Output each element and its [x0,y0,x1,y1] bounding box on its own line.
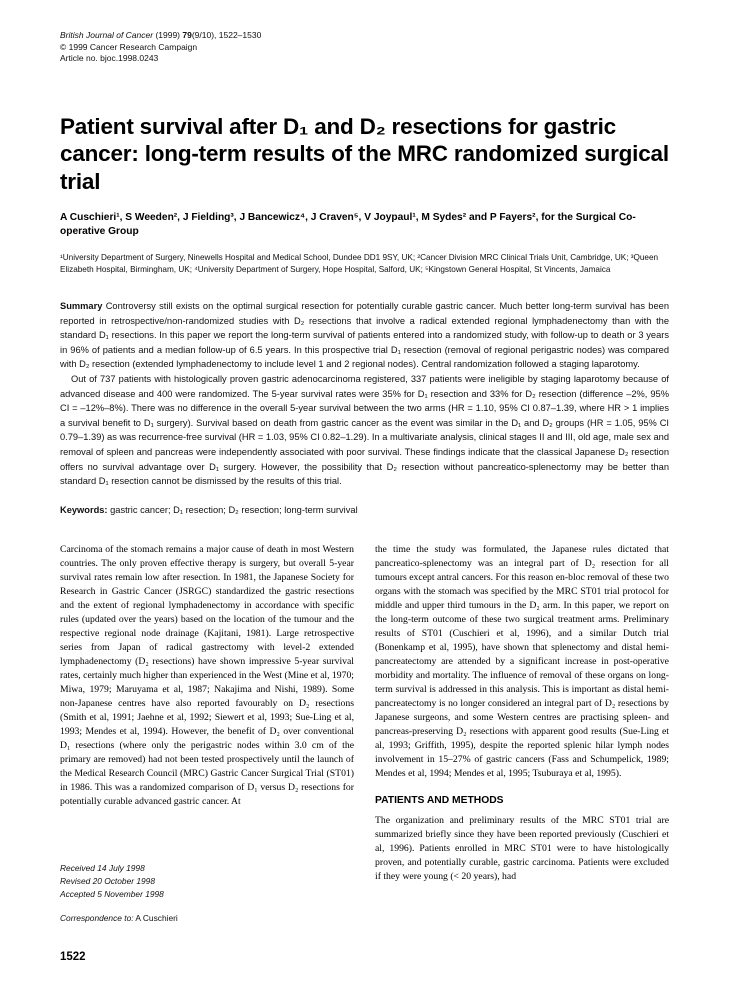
journal-name: British Journal of Cancer [60,30,154,40]
keywords-label: Keywords: [60,504,108,515]
section-heading-patients-and-methods: PATIENTS AND METHODS [375,794,504,806]
journal-issue-pages: (9/10), 1522–1530 [191,30,262,40]
journal-header [60,30,669,65]
left-column [60,543,354,925]
methods-paragraph: The organization and preliminary results of the MRC ST01 trial are summarized briefly since they have been reported previously (Cuschieri et al, 1996). Patients enrolled in MRC ST01 were to have histologically proven, and potentially curable, gastric carcinoma. Patients were excluded if they were young (< 20 years), had [375,814,669,882]
article-title: Patient survival after D₁ and D₂ resections for gastric cancer: long-term results of the MRC randomized surgical trial [60,113,669,194]
correspondence-name: A Cuschieri [133,912,178,923]
affiliations-line: ¹University Department of Surgery, Ninewells Hospital and Medical School, Dundee DD1 9SY, UK; ²Cancer Division MRC Clinical Trials Unit, Cambridge, UK; ³Queen Elizabeth Hospital, Birmingham, UK; ⁴University Department of Surgery, Hope Hospital, Salford, UK; ⁵Kingstown General Hospital, St Vincents, Jamaica [60,253,659,274]
summary-section [60,299,669,489]
copyright-line: © 1999 Cancer Research Campaign [60,41,198,52]
keywords-text: gastric cancer; D₁ resection; D₂ resection; long-term survival [107,504,358,515]
journal-volume: 79 [182,30,192,40]
intro-paragraph: Carcinoma of the stomach remains a major cause of death in most Western countries. The only proven effective therapy is surgery, but overall 5-year survival rates remain low after resection. In 1981, the Japanese Society for Research in Gastric Cancer (JSRGC) standardized the gastric resections and the extent of regional lymphadenectomy in accordance with specific rules (updated over the years) based on the location of the tumour and the respective regional node drainage (Kajitani, 1981). Large retrospective series from Japan of radical gastrectomy with level-2 extended lymphadenectomy (D₂ resections) have shown impressive 5-year survival rates, certainly much higher than experienced in the West (Mine et al, 1970; Miwa, 1979; Maruyama et al, 1987; Nakajima and Nishi, 1989). Some non-Japanese centres have also reported favourably on D₂ resections (Smith et al, 1991; Jaehne et al, 1992; Siewert et al, 1993; Sue-Ling et al, 1993; Mendes et al, 1994). However, the benefit of D₂ over conventional D₁ resections (where only the perigastric nodes within 3.0 cm of the primary are removed) had not been tested prospectively until the launch of the Medical Research Council (MRC) Gastric Cancer Surgical Trial (ST01) in 1986. This was a randomized comparison of D₁ versus D₂ resections for potentially curable advanced gastric cancer. At [60,543,354,807]
accepted-date: Accepted 5 November 1998 [60,888,164,899]
summary-label: Summary [60,301,103,311]
keywords-line [60,504,669,517]
correspondence-label: Correspondence to: [60,912,134,923]
right-column [375,543,669,925]
summary-text-1: Controversy still exists on the optimal surgical resection for potentially curable gastric cancer. Much better long-term survival has been reported in retrospective/non-randomized studies with D₂ resections that involve a radical extended regional lymphadenectomy than with the standard D₁ resections. In this paper we report the long-term survival of patients entered into a randomized study, with follow-up to death or 3 years in 96% of patients and a median follow-up of 6.5 years. In this prospective trial D₁ resection (removal of regional perigastric nodes) was compared with D₂ resection (extended lymphadenectomy to include level 1 and 2 regional nodes). Central randomization followed a staging laparotomy. [60,301,669,370]
body-columns [60,543,669,925]
journal-citation-line [60,30,669,42]
page-number: 1522 [60,951,86,963]
received-date: Received 14 July 1998 [60,862,145,873]
summary-paragraph-1 [60,299,669,372]
authors-line: A Cuschieri¹, S Weeden², J Fielding³, J Bancewicz⁴, J Craven⁵, V Joypaul¹, M Sydes² and P Fayers², for the Surgical Co-operative Group [60,212,636,237]
summary-paragraph-2: Out of 737 patients with histologically proven gastric adenocarcinoma registered, 337 patients were ineligible by staging laparotomy because of advanced disease and 400 were randomized. The 5-year survival rates were 35% for D₁ resection and 33% for D₂ resection (difference –2%, 95% CI = –12%–8%). There was no difference in the overall 5-year survival between the two arms (HR = 1.10, 95% CI 0.87–1.39, where HR > 1 implies a survival benefit to D₁ surgery). Survival based on death from gastric cancer as the event was similar in the D₁ and D₂ groups (HR = 1.05, 95% CI 0.79–1.39) as was recurrence-free survival (HR = 1.03, 95% CI 0.82–1.29). In a multivariate analysis, clinical stages II and III, old age, male sex and removal of spleen and pancreas were independently associated with poor survival. These findings indicate that the classical Japanese D₂ resection offers no survival advantage over D₁ surgery. However, the possibility that D₂ resection without pancreatico-splenectomy may be better than standard D₁ resection cannot be dismissed by the results of this trial. [60,373,669,487]
correspondence-line [60,912,354,925]
intro-paragraph-continued: the time the study was formulated, the Japanese rules dictated that pancreatico-splenectomy was an integral part of D₂ resection for all tumours except antral cancers. For this reason en-bloc removal of these two organs with the stomach was specified by the MRC ST01 trial protocol for middle and upper third tumours in the D₂ arm. In this paper, we report on the long-term outcome of these two surgical treatment arms. Preliminary results of ST01 (Cuschieri et al, 1996), and a similar Dutch trial (Bonenkamp et al, 1995), have shown that splenectomy and distal hemi-pancreatectomy are attended by a significant increase in post-operative morbidity and mortality. The influence of removal of these organs on long-term survival is addressed in this analysis. This is important as distal hemi-pancreatectomy is no longer considered an integral part of D₂ resections by Japanese surgeons, and some Western centres are practising spleen- and pancreas-preserving D₂ resections with apparent good results (Sue-Ling et al, 1993; Griffith, 1995), despite the reported splenic hilar lymph nodes involvement in 15–27% of gastric cancers (Fass and Schumpelick, 1989; Mendes et al, 1994; Mendes et al, 1995; Tsuburaya et al, 1995). [375,543,669,779]
journal-year: (1999) [153,30,183,40]
article-history-block [60,848,354,925]
revised-date: Revised 20 October 1998 [60,875,155,886]
article-number-line: Article no. bjoc.1998.0243 [60,53,159,63]
